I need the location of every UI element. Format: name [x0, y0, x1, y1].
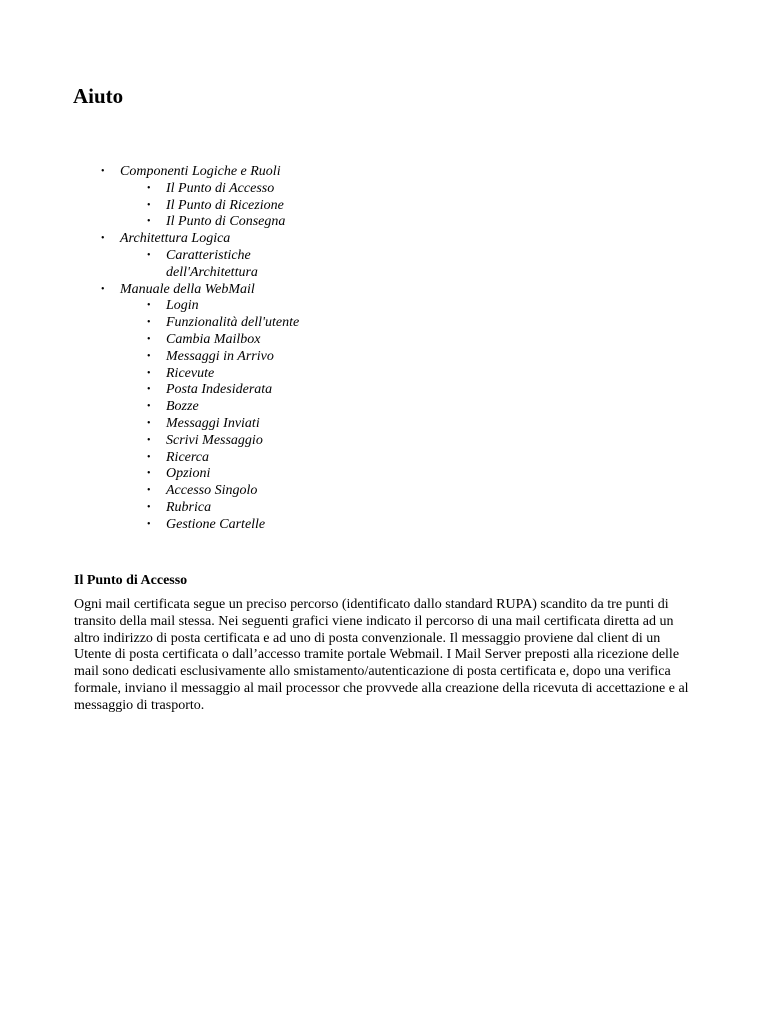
bullet-icon: • — [147, 367, 151, 379]
toc-item[interactable] — [0, 450, 299, 467]
toc-item[interactable] — [0, 198, 299, 215]
bullet-icon: • — [147, 199, 151, 211]
toc-item[interactable] — [0, 517, 299, 534]
bullet-icon: • — [147, 216, 151, 228]
toc-item[interactable] — [0, 282, 299, 299]
toc-item-label[interactable]: Login — [166, 298, 199, 314]
toc-item-label[interactable]: Ricevute — [166, 365, 215, 381]
toc-item[interactable] — [0, 181, 299, 198]
toc-item-label[interactable]: Scrivi Messaggio — [166, 432, 263, 448]
toc-item[interactable] — [0, 382, 299, 399]
toc-item[interactable] — [0, 298, 299, 315]
toc-item-label[interactable]: Ricerca — [166, 449, 210, 465]
toc-item-label[interactable]: Caratteristiche dell'Architettura — [166, 247, 258, 280]
bullet-icon: • — [147, 384, 151, 396]
bullet-icon: • — [147, 317, 151, 329]
toc-item[interactable] — [0, 416, 299, 433]
toc-item[interactable] — [0, 315, 299, 332]
page-title: Aiuto — [73, 84, 124, 108]
toc-item-label[interactable]: Il Punto di Ricezione — [166, 197, 284, 213]
toc-item-label[interactable]: Il Punto di Accesso — [166, 180, 275, 196]
bullet-icon: • — [147, 333, 151, 345]
toc-item[interactable] — [0, 164, 299, 181]
toc-item[interactable] — [0, 231, 299, 248]
toc-item-label[interactable]: Rubrica — [166, 499, 212, 515]
toc-item[interactable] — [0, 248, 299, 282]
toc-item-label[interactable]: Cambia Mailbox — [166, 331, 261, 347]
toc-item-label[interactable]: Messaggi in Arrivo — [166, 348, 274, 364]
toc-item[interactable] — [0, 433, 299, 450]
bullet-icon: • — [147, 468, 151, 480]
bullet-icon: • — [101, 283, 105, 295]
toc-item-label[interactable]: Accesso Singolo — [166, 483, 258, 499]
bullet-icon: • — [147, 434, 151, 446]
toc-item[interactable] — [0, 332, 299, 349]
bullet-icon: • — [147, 501, 151, 513]
toc-item-label[interactable]: Messaggi Inviati — [166, 415, 260, 431]
toc-item-label[interactable]: Funzionalità dell'utente — [166, 315, 300, 331]
section-heading: Il Punto di Accesso — [74, 573, 188, 588]
bullet-icon: • — [147, 350, 151, 362]
toc-item[interactable] — [0, 500, 299, 517]
bullet-icon: • — [147, 249, 151, 261]
toc-item[interactable] — [0, 466, 299, 483]
toc-item-label[interactable]: Opzioni — [166, 466, 211, 482]
bullet-icon: • — [147, 401, 151, 413]
toc-item-label[interactable]: Manuale della WebMail — [120, 281, 255, 297]
toc-item[interactable] — [0, 349, 299, 366]
toc-item[interactable] — [0, 399, 299, 416]
toc-item[interactable] — [0, 483, 299, 500]
toc-item-label[interactable]: Bozze — [166, 399, 199, 415]
toc-item-label[interactable]: Il Punto di Consegna — [166, 214, 286, 230]
toc-item-label[interactable]: Architettura Logica — [120, 231, 231, 247]
section-paragraph: Ogni mail certificata segue un preciso percorso (identificato dallo standard RUPA) scandito da tre punti di transito della mail stessa. Nei seguenti grafici viene indicato il percorso di una mail certificata diretta ad un altro indirizzo di posta certificata e ad uno di posta convenzionale. Il messaggio proviene dal client di un Utente di posta certificata o dall’accesso tramite portale Webmail. I Mail Server preposti alla ricezione delle mail sono dedicati esclusivamente allo smistamento/autenticazione di posta certificata e, dopo una verifica formale, inviano il messaggio al mail processor che provvede alla creazione della ricevuta di accettazione e al messaggio di trasporto. — [74, 597, 689, 713]
toc-item[interactable] — [0, 366, 299, 383]
bullet-icon: • — [147, 300, 151, 312]
toc-item-label[interactable]: Componenti Logiche e Ruoli — [120, 164, 281, 179]
table-of-contents — [0, 164, 299, 534]
bullet-icon: • — [147, 485, 151, 497]
bullet-icon: • — [147, 518, 151, 530]
bullet-icon: • — [101, 233, 105, 245]
bullet-icon: • — [147, 451, 151, 463]
bullet-icon: • — [147, 417, 151, 429]
toc-item-label[interactable]: Gestione Cartelle — [166, 516, 266, 532]
toc-item-label[interactable]: Posta Indesiderata — [166, 382, 273, 398]
toc-item[interactable] — [0, 214, 299, 231]
bullet-icon: • — [147, 182, 151, 194]
bullet-icon: • — [101, 166, 105, 177]
